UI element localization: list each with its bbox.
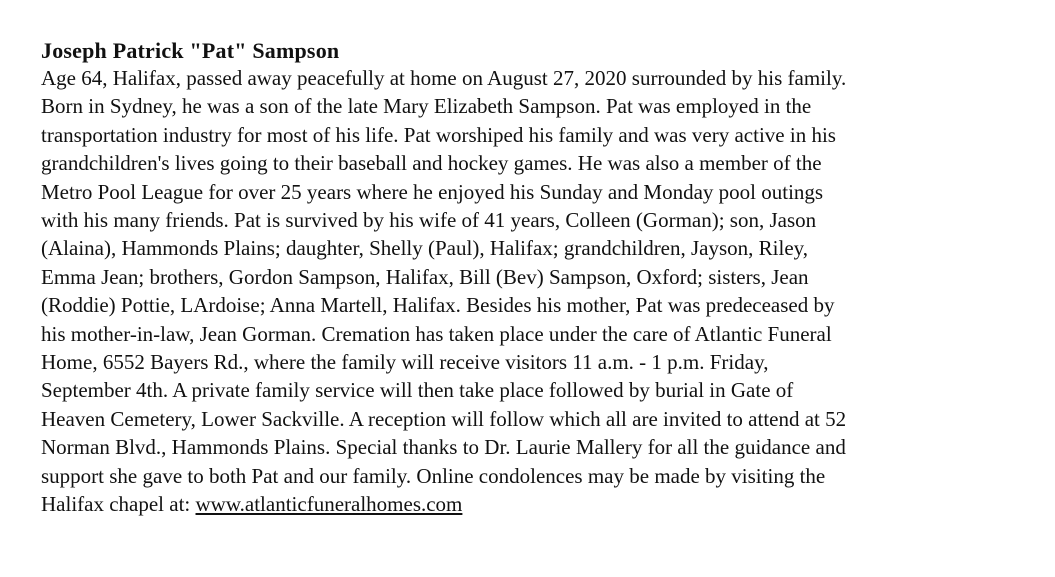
body-line-5: Metro Pool League for over 25 years where he enjoyed his Sunday and Monday pool outings	[41, 179, 824, 204]
body-line-1: Age 64, Halifax, passed away peacefully at home on August 27, 2020 surrounded by his family.	[41, 66, 847, 90]
body-line-4: grandchildren's lives going to their baseball and hockey games. He was also a member of the	[41, 151, 822, 176]
body-line-9: (Roddie) Pottie, LArdoise; Anna Martell, Halifax. Besides his mother, Pat was predeceased by	[41, 293, 835, 318]
body-line-3: transportation industry for most of his life. Pat worshiped his family and was very active in his	[41, 122, 836, 147]
obituary-name: Joseph Patrick "Pat" Sampson	[41, 38, 340, 63]
body-line-15: support she gave to both Pat and our family. Online condolences may be made by visiting the	[41, 463, 826, 488]
body-line-13: Heaven Cemetery, Lower Sackville. A reception will follow which all are invited to attend at 52	[41, 406, 847, 431]
obituary-notice	[41, 38, 1031, 519]
body-line-12: September 4th. A private family service will then take place followed by burial in Gate of	[41, 378, 794, 403]
body-line-16	[41, 490, 1031, 518]
funeral-home-link[interactable]: www.atlanticfuneralhomes.com	[195, 492, 463, 517]
obituary-body	[41, 64, 1031, 519]
body-line-10: his mother-in-law, Jean Gorman. Cremation has taken place under the care of Atlantic Funeral	[41, 321, 832, 346]
body-line-11: Home, 6552 Bayers Rd., where the family will receive visitors 11 a.m. - 1 p.m. Friday,	[41, 350, 769, 375]
body-line-6: with his many friends. Pat is survived by his wife of 41 years, Colleen (Gorman); son, Jason	[41, 208, 817, 233]
body-line-7: (Alaina), Hammonds Plains; daughter, Shelly (Paul), Halifax; grandchildren, Jayson, Riley,	[41, 236, 809, 261]
chapel-text: Halifax chapel at:	[41, 492, 196, 517]
body-line-8: Emma Jean; brothers, Gordon Sampson, Halifax, Bill (Bev) Sampson, Oxford; sisters, Jean	[41, 264, 809, 289]
body-line-2: Born in Sydney, he was a son of the late Mary Elizabeth Sampson. Pat was employed in the	[41, 94, 812, 119]
body-line-14: Norman Blvd., Hammonds Plains. Special thanks to Dr. Laurie Mallery for all the guidance and	[41, 435, 846, 460]
